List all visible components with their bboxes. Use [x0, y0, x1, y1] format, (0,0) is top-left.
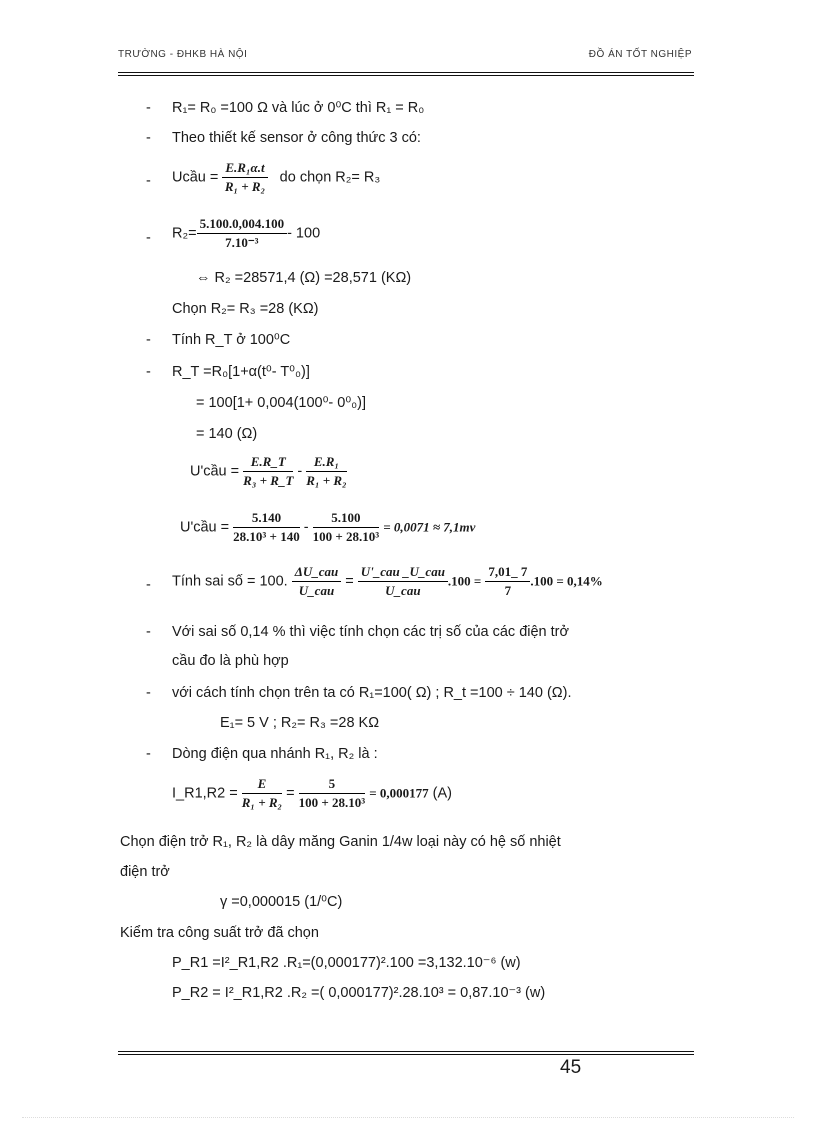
numerator: 5	[299, 776, 366, 794]
header-rule-2	[118, 75, 694, 76]
numerator: 5.100.0,004.100	[197, 216, 288, 234]
line-rt-result: = 140 (Ω)	[196, 426, 258, 442]
line-r1-equals-r0: R₁= R₀ =100 Ω và lúc ở 0⁰C thì R₁ = R₀	[172, 100, 425, 116]
line-gamma: γ =0,000015 (1/⁰C)	[220, 894, 343, 910]
denominator: U_cau	[385, 583, 421, 598]
fraction	[313, 510, 380, 545]
line-error-note-cont: cầu đo là phù hợp	[172, 653, 289, 669]
bullet-dash: -	[146, 577, 151, 593]
numerator: E	[242, 776, 282, 794]
denominator: R₁ + R₂	[306, 473, 347, 488]
denominator: 7	[504, 583, 512, 598]
bullet-dash: -	[146, 100, 151, 116]
denominator: 100 + 28.10³	[298, 795, 366, 810]
fraction	[243, 454, 293, 489]
line-rt-substitution: = 100[1+ 0,004(100⁰- 0⁰₀)]	[196, 395, 367, 411]
paragraph-choose-resistor: Chọn điện trở R₁, R₂ là dây măng Ganin 1/4w loại này có hệ số nhiệt	[120, 834, 561, 850]
numerator: U'_cau _U_cau	[358, 564, 448, 582]
fraction	[485, 564, 530, 599]
formula-ucau-prime: U'cầu = $\frac{E.R\_T}{\text{R₃ + R\_T}}$ - $\frac{\text{E.R₁}}{\text{R₁ + R₂}}$	[190, 454, 347, 488]
formula-current: I_R1,R2 = $\frac{E}{\text{R₁ + R₂}}$ = $\frac{5}{\text{100 + 28.10³}}$ = 0,000177 (A)	[172, 776, 452, 810]
denominator: 7.10⁻³	[225, 235, 259, 250]
numerator: E.R₁α.t	[222, 160, 267, 178]
page-number: 45	[560, 1057, 582, 1078]
fraction	[358, 564, 448, 599]
denominator: R₁ + R₂	[241, 795, 283, 810]
formula-label: U'cầu =	[180, 519, 230, 536]
paragraph-choose-resistor-cont: điện trở	[120, 864, 170, 880]
denominator: 100 + 28.10³	[312, 529, 380, 544]
formula-tail: - 100	[287, 225, 321, 242]
line-selection: với cách tính chọn trên ta có R₁=100( Ω) ; R_t =100 ÷ 140 (Ω).	[172, 685, 572, 701]
bullet-dash: -	[146, 230, 151, 246]
formula-tail: .100 = 0,14%	[530, 573, 603, 589]
formula-label: R₂=	[172, 225, 197, 242]
numerator: 5.140	[233, 510, 300, 528]
footer-rule	[118, 1051, 694, 1052]
line-r2-result: ⇔ R₂ =28571,4 (Ω) =28,571 (KΩ)	[196, 270, 412, 286]
formula-label: Tính sai số = 100.	[172, 573, 288, 590]
numerator: ΔU_cau	[292, 564, 342, 582]
denominator: 28.10³ + 140	[233, 529, 300, 544]
formula-tail: = 0,0071 ≈ 7,1mv	[383, 519, 476, 535]
formula-ucau	[172, 160, 380, 195]
denominator: U_cau	[298, 583, 335, 598]
bullet-dash: -	[146, 332, 151, 348]
formula-tail: = 0,000177	[369, 785, 429, 801]
denominator: R₃ + R_T	[243, 473, 294, 488]
fraction	[197, 216, 288, 251]
fraction	[292, 564, 342, 599]
numerator: 5.100	[313, 510, 380, 528]
formula-tail: do chọn R₂= R₃	[279, 169, 381, 186]
formula-label: U'cầu =	[190, 463, 240, 480]
bullet-dash: -	[146, 173, 151, 189]
header-right: ĐỒ ÁN TỐT NGHIỆP	[588, 49, 692, 60]
footer-dotted-line	[22, 1117, 794, 1118]
header-left: TRƯỜNG - ĐHKB HÀ NỘI	[118, 49, 248, 60]
denominator: R₁ + R₂	[224, 179, 266, 194]
line-error-note: Với sai số 0,14 % thì việc tính chọn các trị số của các điện trở	[172, 624, 570, 640]
formula-unit: (A)	[432, 785, 452, 802]
bullet-dash: -	[146, 624, 151, 640]
line-rt-formula: R_T =R₀[1+α(t⁰- T⁰₀)]	[172, 364, 310, 380]
line-power-r1: P_R1 =I²_R1,R2 .R₁=(0,000177)².100 =3,132.10⁻⁶ (w)	[172, 955, 521, 971]
numerator: 7,01_ 7	[485, 564, 530, 582]
line-choose-r2-r3: Chọn R₂= R₃ =28 (KΩ)	[172, 301, 319, 317]
fraction	[233, 510, 300, 545]
formula-mid: .100 =	[447, 573, 482, 589]
line-power-r2: P_R2 = I²_R1,R2 .R₂ =( 0,000177)².28.10³ = 0,87.10⁻³ (w)	[172, 985, 546, 1001]
formula-label: Ucầu =	[172, 169, 219, 186]
fraction	[306, 454, 346, 489]
bullet-dash: -	[146, 130, 151, 146]
header-rule	[118, 72, 694, 73]
line-branch-current: Dòng điện qua nhánh R₁, R₂ là :	[172, 746, 378, 762]
formula-error: Tính sai số = 100. $\frac{\text{ΔU\_cau}}{\text{U\_cau}}$ = $\frac{\text{U'\_cau \_U\_cau}}{\text{U\_cau}}$ .100 = $\frac{7,01\_ 7}{7}$ .100 = 0,14%	[172, 564, 603, 598]
fraction	[242, 776, 282, 811]
formula-ucau-prime-numeric: U'cầu = $\frac{5.140}{\text{28.10³ + 140}}$ - $\frac{5.100}{\text{100 + 28.10³}}$ = 0,0071 ≈ 7,1mv	[180, 510, 476, 544]
fraction	[299, 776, 366, 811]
line-check-power: Kiểm tra công suất trở đã chọn	[120, 925, 319, 941]
numerator: E.R_T	[243, 454, 293, 472]
numerator: E.R₁	[306, 454, 346, 472]
bullet-dash: -	[146, 364, 151, 380]
bullet-dash: -	[146, 685, 151, 701]
bullet-dash: -	[146, 746, 151, 762]
formula-r2	[172, 216, 320, 251]
footer-rule-2	[118, 1054, 694, 1055]
line-compute-rt: Tính R_T ở 100⁰C	[172, 332, 291, 348]
line-e1-values: E₁= 5 V ; R₂= R₃ =28 KΩ	[220, 715, 380, 731]
formula-label: I_R1,R2 =	[172, 785, 238, 802]
fraction	[222, 160, 267, 195]
line-design-sensor: Theo thiết kế sensor ở công thức 3 có:	[172, 130, 421, 146]
